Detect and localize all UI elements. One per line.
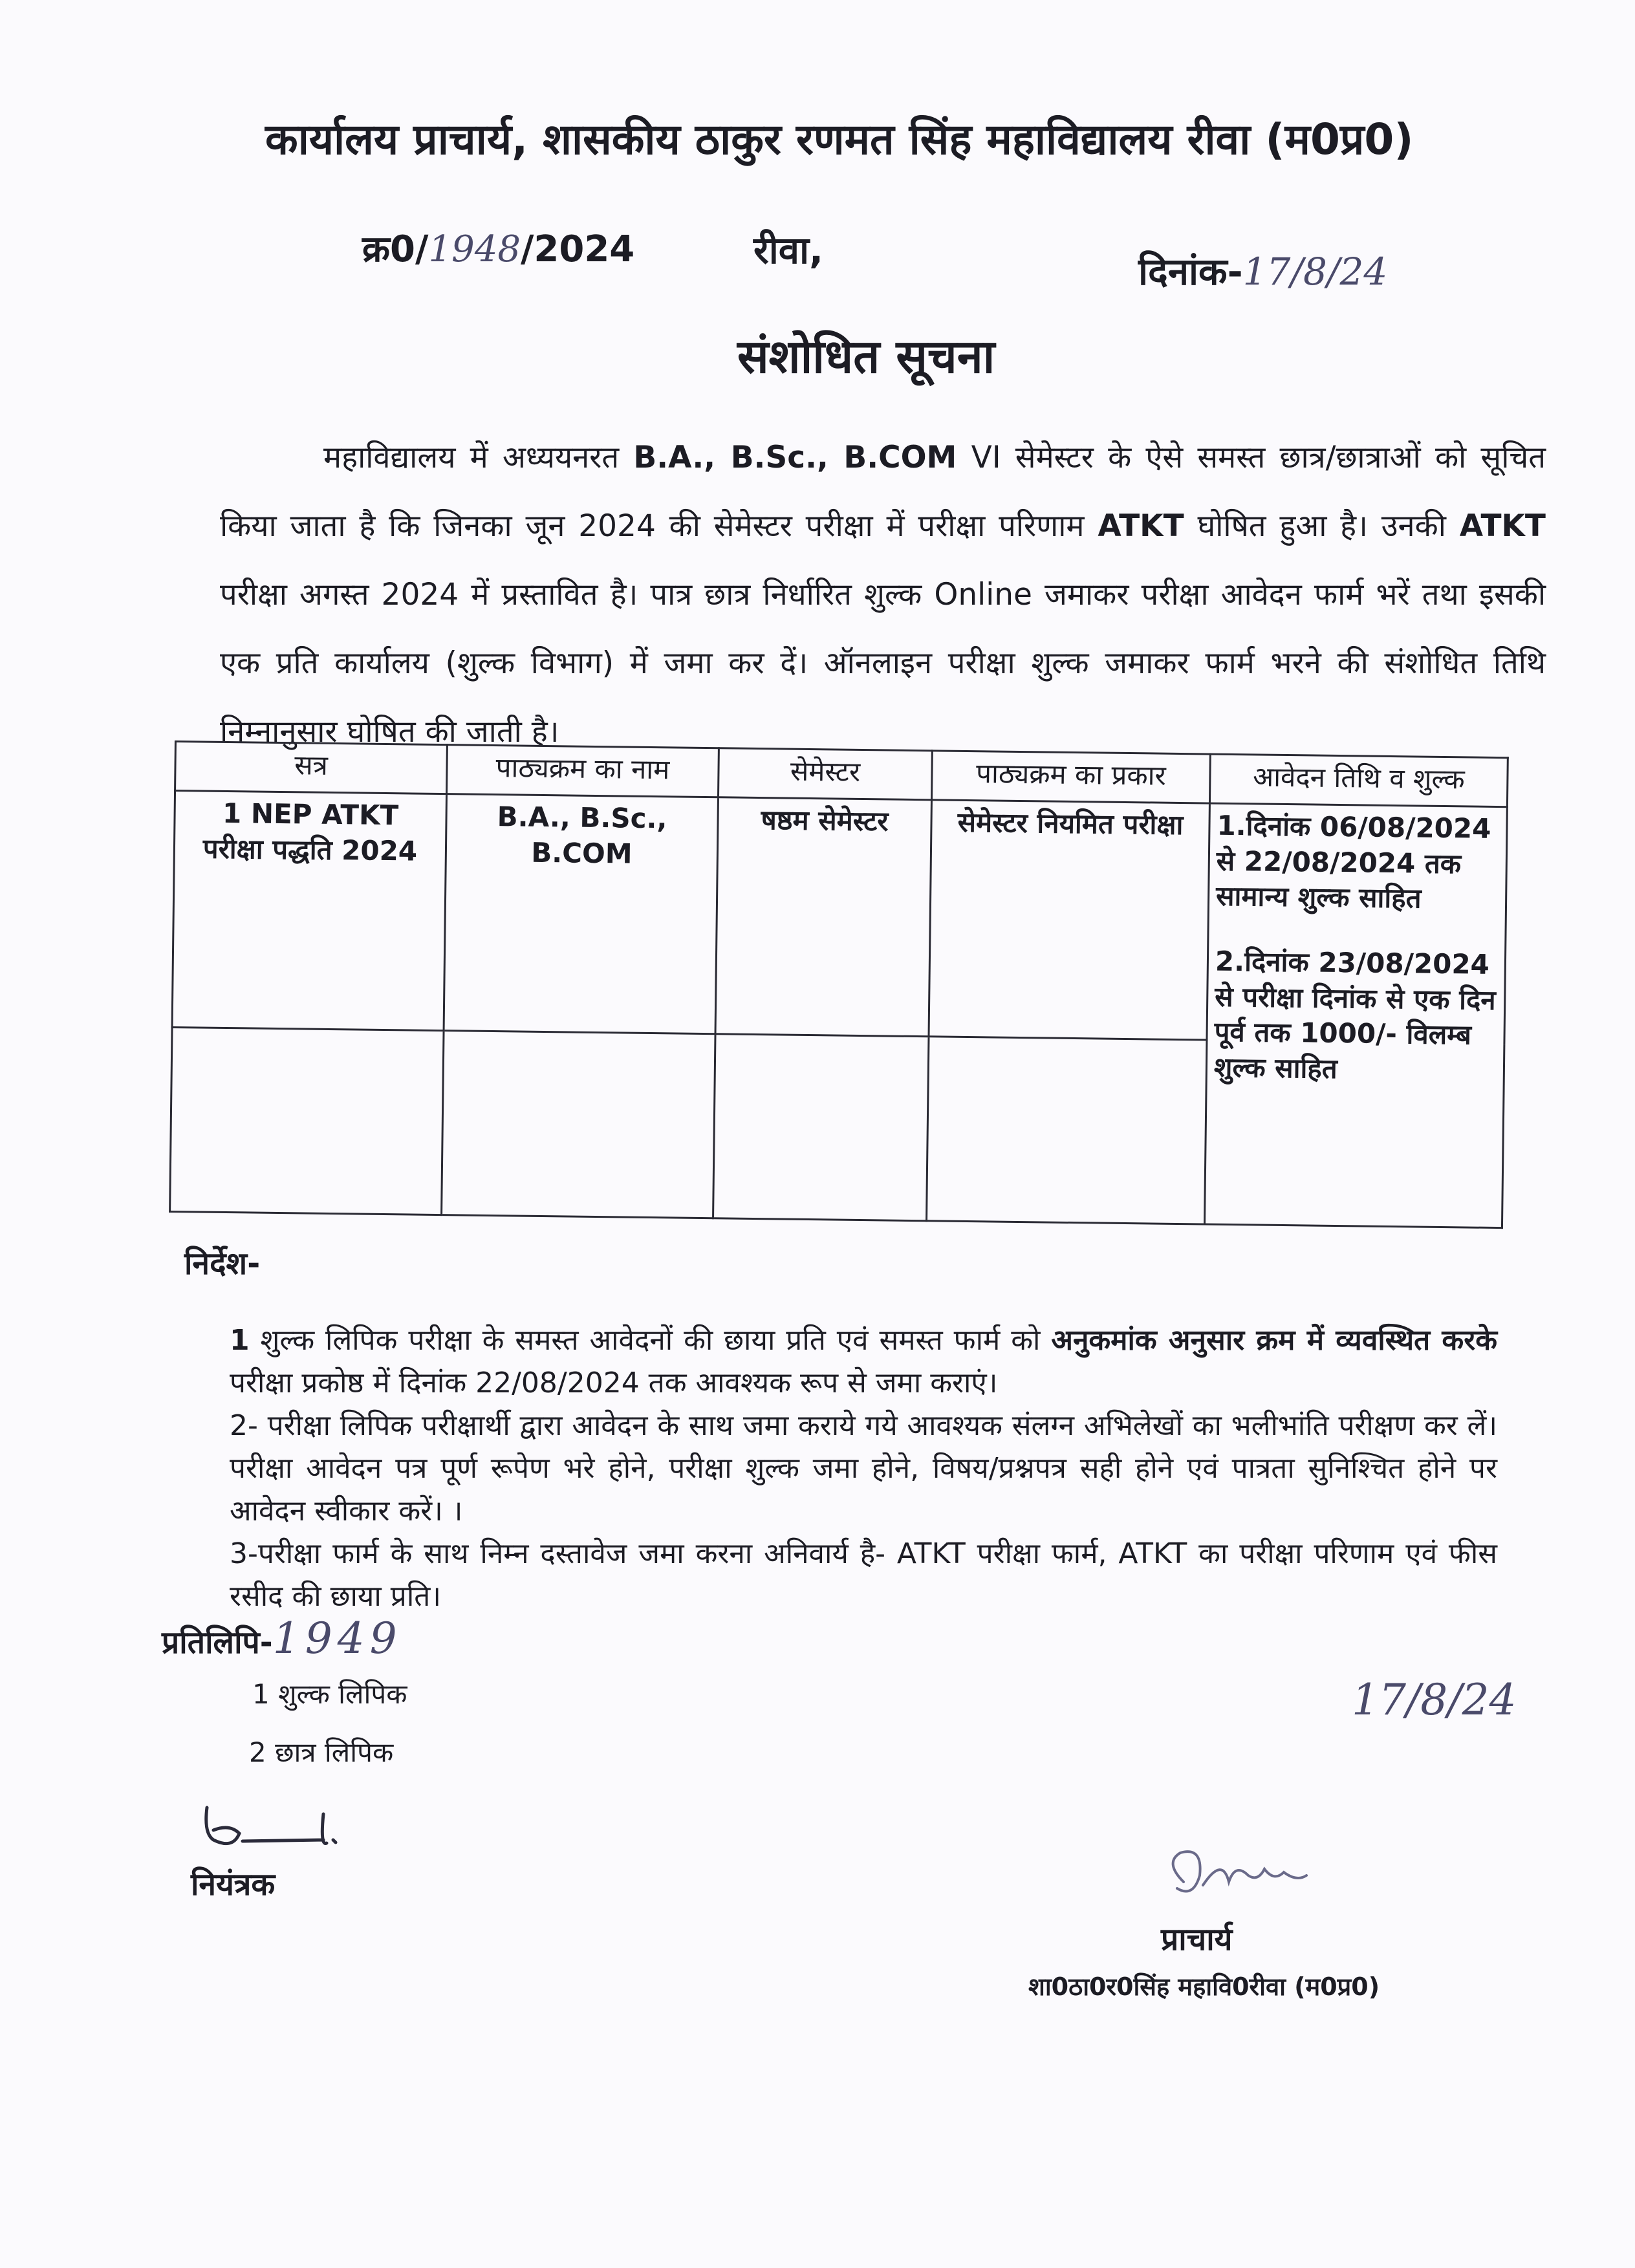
fee-option-2: 2.दिनांक 23/08/2024 से परीक्षा दिनांक से एक दिन पूर्व तक 1000/- विलम्ब शुल्क साहित	[1213, 945, 1496, 1085]
header-course-name: पाठ्यक्रम का नाम	[447, 745, 719, 797]
instruction-1-text-end: परीक्षा प्रकोष्ठ में दिनांक 22/08/2024 तक आवश्यक रूप से जमा कराएं।	[230, 1366, 998, 1399]
college-name: शा0ठा0र0सिंह महावि0रीवा (म0प्र0)	[1028, 1972, 1380, 2001]
para-atkt-2: ATKT	[1459, 508, 1546, 544]
instruction-2: 2- परीक्षा लिपिक परीक्षार्थी द्वारा आवेदन के साथ जमा कराये गये आवश्यक संलग्न अभिलेखों का भलीभांति परीक्षण कर लें। परीक्षा आवेदन पत्र पूर्ण रूपेण भरे होने, परीक्षा शुल्क जमा होने, विषय/प्रश्नपत्र सही होने एवं पात्रता सुनिश्चित होने पर आवेदन स्वीकार करें। ।	[230, 1409, 1497, 1528]
empty-cell	[442, 1031, 715, 1218]
copy-to-label	[162, 1614, 402, 1663]
copy-label-text: प्रतिलिपि-	[162, 1625, 273, 1661]
notice-paragraph	[220, 424, 1546, 766]
controller-signature	[194, 1795, 362, 1866]
instruction-1-bold: अनुकमांक अनुसार क्रम में व्यवस्थित करके	[1051, 1324, 1497, 1357]
para-courses: B.A., B.Sc., B.COM	[633, 440, 957, 475]
empty-cell	[927, 1037, 1207, 1224]
empty-cell	[713, 1034, 929, 1221]
office-title: कार्यालय प्राचार्य, शासकीय ठाकुर रणमत सिंह महाविद्यालय रीवा (म0प्र0)	[265, 114, 1414, 164]
date-handwritten: 17/8/24	[1242, 250, 1388, 294]
date-label: दिनांक-	[1138, 250, 1243, 294]
instructions-list	[230, 1319, 1497, 1618]
empty-cell	[170, 1028, 444, 1215]
header-session: सत्र	[175, 742, 448, 794]
para-text-2: VI सेमेस्टर के ऐसे समस्त छात्र/छात्राओं को सूचित किया जाता है कि जिनका जून 2024 की सेमेस्टर परीक्षा में परीक्षा परिणाम	[220, 440, 1546, 544]
para-text-1: महाविद्यालय में अध्ययनरत	[323, 440, 634, 475]
instructions-label: निर्देश-	[184, 1246, 261, 1282]
fee-option-1: 1.दिनांक 06/08/2024 से 22/08/2024 तक सामान्य शुल्क साहित	[1215, 809, 1491, 915]
cell-session	[172, 791, 446, 1031]
instruction-1-number: 1	[230, 1324, 250, 1357]
copy-recipient-1: 1 शुल्क लिपिक	[252, 1678, 407, 1710]
ref-prefix: क्र0/	[362, 228, 429, 270]
instruction-3: 3-परीक्षा फार्म के साथ निम्न दस्तावेज जमा करना अनिवार्य है- ATKT परीक्षा फार्म, ATKT का परीक्षा परिणाम एवं फीस रसीद की छाया प्रति।	[230, 1537, 1497, 1613]
header-application-date-fee: आवेदन तिथि व शुल्क	[1209, 754, 1508, 807]
para-text-3: घोषित हुआ है। उनकी	[1184, 508, 1460, 544]
cell-course: B.A., B.Sc., B.COM	[444, 794, 718, 1034]
controller-title: नियंत्रक	[191, 1866, 276, 1903]
session-line-1: 1 NEP ATKT	[222, 797, 399, 832]
schedule-table	[169, 740, 1509, 1229]
instruction-1	[230, 1319, 1497, 1405]
table-row	[172, 791, 1507, 1044]
reference-number	[362, 223, 634, 272]
ref-handwritten-number: 1948	[428, 228, 521, 270]
handwritten-date: 17/8/24	[1352, 1675, 1517, 1725]
header-course-type: पाठ्यक्रम का प्रकार	[931, 751, 1210, 803]
ref-suffix: /2024	[520, 228, 635, 270]
copy-handwritten-number: 1949	[272, 1614, 402, 1663]
notice-heading: संशोधित सूचना	[737, 329, 995, 383]
letter-date	[1138, 244, 1387, 296]
header-semester: सेमेस्टर	[718, 748, 932, 800]
para-atkt-1: ATKT	[1098, 508, 1184, 544]
principal-signature	[1145, 1837, 1339, 1921]
instruction-1-text: शुल्क लिपिक परीक्षा के समस्त आवेदनों की छाया प्रति एवं समस्त फार्म को	[249, 1324, 1052, 1357]
para-text-4: परीक्षा अगस्त 2024 में प्रस्तावित है। पात्र छात्र निर्धारित शुल्क Online जमाकर परीक्षा आवेदन फार्म भरें तथा इसकी एक प्रति कार्यालय (शुल्क विभाग) में जमा कर दें। ऑनलाइन परीक्षा शुल्क जमाकर फार्म भरने की संशोधित तिथि निम्नानुसार घोषित की जाती है।	[220, 577, 1546, 750]
session-line-2: परीक्षा पद्धति 2024	[202, 832, 418, 867]
principal-title: प्राचार्य	[1161, 1921, 1233, 1958]
copy-recipient-2: 2 छात्र लिपिक	[249, 1736, 394, 1768]
cell-type: सेमेस्टर नियमित परीक्षा	[929, 800, 1209, 1040]
cell-semester: षष्ठम सेमेस्टर	[715, 797, 931, 1037]
cell-fee	[1204, 803, 1507, 1227]
place: रीवा,	[753, 228, 824, 272]
